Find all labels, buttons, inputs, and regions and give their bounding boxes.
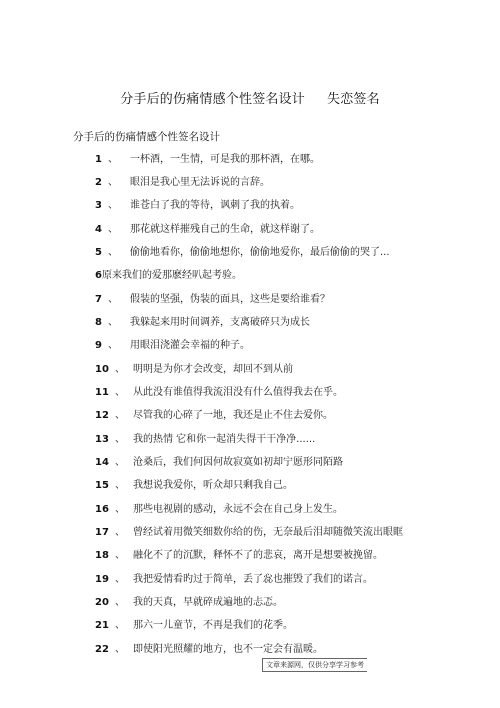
list-item-text: 沧桑后，我们何因何故寂寞如初却宁愿形同陌路 (133, 457, 343, 468)
list-item-number: 11 (95, 387, 109, 398)
list-item (95, 548, 485, 572)
list-item-separator: 、 (115, 620, 125, 631)
list-item-text: 我躲起来用时间调养，支离破碎只为成长 (130, 317, 310, 328)
list-item-text: 我把爱情看旳过于简单，丢了惢也摧毁了我们的诺言。 (133, 574, 373, 585)
list-item-number: 22 (95, 644, 109, 655)
list-item-text: 即使阳光照耀的地方，也不一定会有温暖。 (133, 644, 323, 655)
page-title-side: 失恋签名 (327, 92, 380, 107)
list-item (95, 572, 485, 595)
list-item-number: 4 (95, 224, 102, 235)
list-item-number: 19 (95, 574, 109, 585)
list-item (95, 408, 485, 432)
list-item-text: 曾经试着用微笑细数你给的伤，无奈最后泪却随微笑流出眼眶 (133, 527, 403, 538)
list-item-number: 20 (95, 597, 109, 608)
list-item-number: 17 (95, 527, 109, 538)
list-item (95, 595, 485, 618)
list-item-text: 融化不了的沉默，释怀不了的悲哀，离开是想要被挽留。 (133, 550, 383, 561)
list-item (95, 385, 485, 408)
list-item-text: 那花就这样摧残自己的生命，就这样谢了。 (130, 224, 320, 235)
list-item (95, 502, 485, 525)
list-item-text: 原来我们的爱那麽经叭起考验。 (101, 270, 242, 281)
list-item (95, 455, 485, 478)
list-item (95, 432, 485, 455)
list-item-number: 6 (95, 270, 102, 281)
source-note: 文章来源网，仅供分享学习参考 (262, 658, 367, 672)
list-item-text: 那六一儿童节，不再是我们的花季。 (133, 620, 293, 631)
page-title-main: 分手后的伤痛情感个性签名设计 (120, 92, 305, 107)
list-item (95, 338, 485, 362)
list-item-number: 8 (95, 317, 102, 328)
list-item-text: 我的天真，早就碎成遍地的忐忑。 (133, 597, 283, 608)
list-item (95, 478, 485, 502)
list-item (95, 175, 485, 198)
list-item-number: 16 (95, 504, 109, 515)
section-heading: 分手后的伤痛情感个性签名设计 (73, 131, 220, 143)
list-item (95, 315, 485, 338)
list-item-number: 7 (95, 294, 102, 305)
list-item-text: 用眼泪浇灌会幸福的种子。 (130, 340, 250, 351)
list-item-number: 5 (95, 247, 102, 258)
list-item (95, 525, 485, 548)
list-item-text: 从此没有谁值得我流泪没有什么值得我去在乎。 (133, 387, 343, 398)
list-item-separator: 、 (115, 597, 125, 608)
list-item-number: 9 (95, 340, 102, 351)
list-item-text: 眼泪是我心里无法诉说的言辞。 (130, 177, 270, 188)
page-title (0, 88, 500, 107)
list-item-separator: 、 (108, 317, 118, 328)
signature-list (95, 152, 485, 665)
list-item-number: 10 (95, 364, 109, 375)
list-item-separator: 、 (115, 527, 125, 538)
list-item-number: 15 (95, 480, 109, 491)
list-item-number: 1 (95, 154, 102, 165)
list-item-separator: 、 (108, 224, 118, 235)
list-item-separator: 、 (108, 340, 118, 351)
list-item-separator: 、 (108, 177, 118, 188)
list-item-number: 18 (95, 550, 109, 561)
list-item (95, 245, 485, 268)
list-item-text: 我的热情 它和你一起消失得干干净净...... (133, 434, 316, 445)
list-item (95, 152, 485, 175)
list-item (95, 292, 485, 315)
list-item-number: 12 (95, 410, 109, 421)
list-item-text: 偷偷地看你，偷偷地想你，偷偷地爱你，最后偷偷的哭了... (130, 247, 390, 258)
list-item (95, 268, 485, 292)
list-item (95, 362, 485, 385)
list-item-separator: 、 (108, 154, 118, 165)
list-item-separator: 、 (108, 247, 118, 258)
list-item-separator: 、 (115, 480, 125, 491)
list-item-separator: 、 (115, 434, 125, 445)
list-item-separator: 、 (115, 550, 125, 561)
list-item-text: 尽管我的心碎了一地，我还是止不住去爱你。 (133, 410, 333, 421)
list-item (95, 618, 485, 642)
list-item-separator: 、 (108, 200, 118, 211)
list-item-text: 明明是为你才会改变，却回不到从前 (133, 364, 293, 375)
list-item-text: 一杯酒，一生情，可是我的那杯酒，在哪。 (130, 154, 320, 165)
list-item-separator: 、 (115, 364, 125, 375)
list-item-separator: 、 (115, 410, 125, 421)
list-item-text: 那些电视剧的感动，永远不会在自己身上发生。 (133, 504, 343, 515)
list-item-separator: 、 (115, 387, 125, 398)
list-item (95, 222, 485, 245)
list-item-text: 我想说我爱你，听众却只剩我自己。 (133, 480, 293, 491)
list-item-number: 13 (95, 434, 109, 445)
list-item (95, 198, 485, 222)
list-item-number: 3 (95, 200, 102, 211)
list-item-separator: 、 (108, 294, 118, 305)
list-item-number: 21 (95, 620, 109, 631)
list-item-text: 谁苍白了我的等待，讽刺了我的执着。 (130, 200, 300, 211)
list-item-number: 14 (95, 457, 109, 468)
list-item-separator: 、 (115, 644, 125, 655)
list-item-text: 假装的坚强，伪装的面具，这些是要给谁看？ (130, 294, 330, 305)
list-item-separator: 、 (115, 574, 125, 585)
list-item-separator: 、 (115, 457, 125, 468)
list-item-separator: 、 (115, 504, 125, 515)
list-item-number: 2 (95, 177, 102, 188)
